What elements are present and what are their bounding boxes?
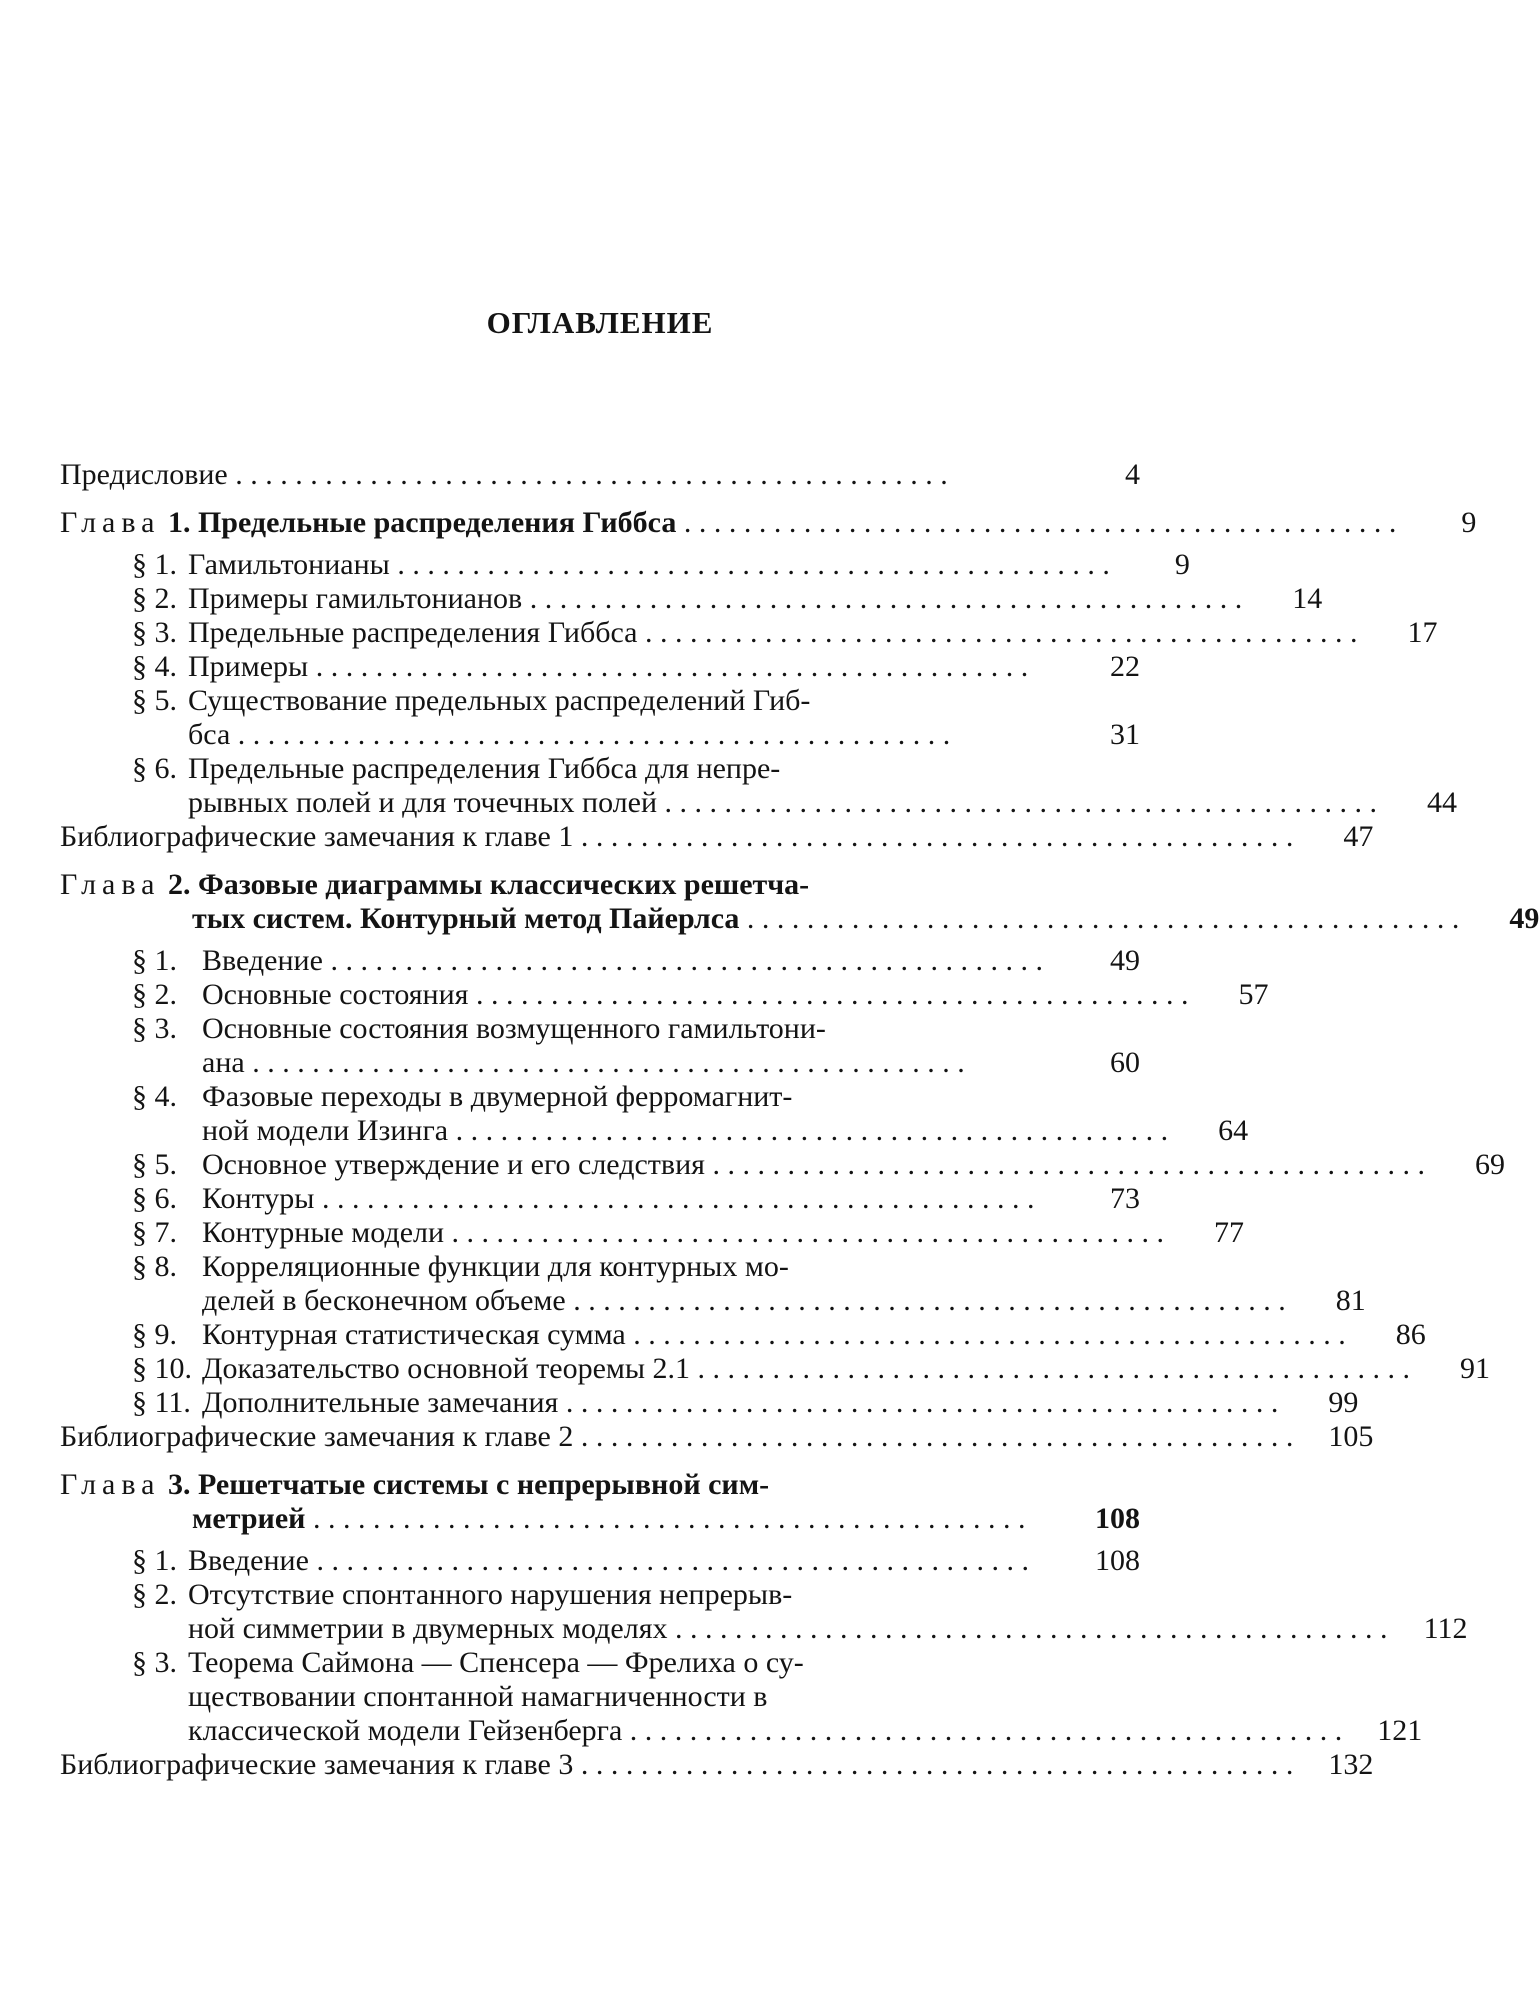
section-number: § 8.	[132, 1250, 177, 1283]
section-title: Основные состояния возмущенного гамильтони-	[202, 1012, 826, 1045]
leader-dots: . . . . . . . . . . . . . . . . . . . . . . . . . . . . . . . . . . . . . . . . . . . . . . . .	[667, 1612, 1388, 1645]
page-number: 49	[1110, 944, 1140, 977]
section-number: § 10.	[132, 1352, 192, 1385]
toc-section	[60, 752, 1458, 820]
page-number: 60	[1110, 1046, 1140, 1079]
section-number: § 2.	[132, 582, 177, 615]
toc-section	[60, 1012, 1140, 1080]
page-number: 112	[1423, 1612, 1468, 1645]
section-number: § 1.	[132, 548, 177, 581]
page-number: 14	[1292, 582, 1323, 615]
toc-line-text	[60, 684, 1060, 718]
toc-line-text	[60, 868, 1060, 902]
section-title: классической модели Гейзенберга	[188, 1714, 623, 1747]
section-number: § 4.	[132, 1080, 177, 1113]
space	[160, 868, 168, 901]
page-number: 44	[1427, 786, 1458, 819]
toc-section	[60, 1646, 1423, 1748]
section-number: § 4.	[132, 650, 177, 683]
toc-line-text	[60, 902, 1459, 936]
section-title: Существование предельных распределений Гиб-	[188, 684, 811, 717]
space	[160, 1468, 168, 1501]
section-title: Основные состояния	[202, 978, 469, 1011]
page-number: 4	[1125, 458, 1140, 491]
toc-line	[60, 1612, 1468, 1646]
page-number: 31	[1110, 718, 1140, 751]
section-number: § 9.	[132, 1318, 177, 1351]
toc-section	[60, 944, 1140, 978]
spacer	[60, 1454, 1140, 1468]
page-number: 121	[1377, 1714, 1423, 1747]
toc-line	[60, 944, 1140, 978]
toc-line	[60, 1386, 1359, 1420]
leader-dots: . . . . . . . . . . . . . . . . . . . . . . . . . . . . . . . . . . . . . . . . . . . . . . . .	[522, 582, 1243, 615]
toc-line-text	[60, 1386, 1278, 1420]
spacer	[60, 854, 1140, 868]
toc-line-text	[60, 978, 1188, 1012]
section-title: Предельные распределения Гиббса	[188, 616, 638, 649]
section-title: Теорема Саймона — Спенсера — Фрелиха о су-	[188, 1646, 804, 1679]
toc-line-text	[60, 1714, 1342, 1748]
page-number: 99	[1328, 1386, 1359, 1419]
toc-line	[60, 458, 1140, 492]
leader-dots: . . . . . . . . . . . . . . . . . . . . . . . . . . . . . . . . . . . . . . . . . . . . . . . .	[308, 650, 1029, 683]
toc-line	[60, 1284, 1366, 1318]
preface-label: Предисловие	[60, 458, 228, 491]
page-number: 91	[1460, 1352, 1491, 1385]
toc-section	[60, 582, 1323, 616]
toc-line	[60, 506, 1477, 540]
section-title: ществовании спонтанной намагниченности в	[188, 1680, 768, 1713]
spacer	[60, 1536, 1140, 1544]
toc-line-text	[60, 1352, 1410, 1386]
toc-notes	[60, 1420, 1374, 1454]
toc-line-text	[60, 1250, 1060, 1284]
leader-dots: . . . . . . . . . . . . . . . . . . . . . . . . . . . . . . . . . . . . . . . . . . . . . . . .	[690, 1352, 1411, 1385]
page-number: 105	[1328, 1420, 1374, 1453]
toc-notes	[60, 1748, 1374, 1782]
chapter-title-cont: метрией	[192, 1502, 306, 1535]
page-number: 17	[1407, 616, 1438, 649]
toc-line	[60, 902, 1539, 936]
toc-section	[60, 1182, 1140, 1216]
section-number: § 2.	[132, 1578, 177, 1611]
page-number: 22	[1110, 650, 1140, 683]
toc-line	[60, 1578, 1140, 1612]
toc-line	[60, 978, 1269, 1012]
section-title: Дополнительные замечания	[202, 1386, 559, 1419]
toc-notes	[60, 820, 1374, 854]
section-title: Примеры гамильтонианов	[188, 582, 523, 615]
toc-line	[60, 1468, 1140, 1502]
chapter-title: 2. Фазовые диаграммы классических решетча-	[167, 868, 810, 901]
toc-line	[60, 1250, 1140, 1284]
section-title: ана	[202, 1046, 245, 1079]
page-number: 47	[1343, 820, 1374, 853]
toc-line	[60, 1012, 1140, 1046]
section-title: Примеры	[188, 650, 309, 683]
toc-line-text	[60, 786, 1377, 820]
toc-line	[60, 718, 1140, 752]
leader-dots: . . . . . . . . . . . . . . . . . . . . . . . . . . . . . . . . . . . . . . . . . . . . . . . .	[657, 786, 1378, 819]
page-number: 9	[1174, 548, 1190, 581]
toc-line	[60, 1148, 1505, 1182]
toc-line	[60, 752, 1140, 786]
toc-line-text	[60, 506, 1396, 540]
leader-dots: . . . . . . . . . . . . . . . . . . . . . . . . . . . . . . . . . . . . . . . . . . . . . . . .	[308, 1544, 1029, 1577]
toc-entry-preface	[60, 458, 1140, 492]
leader-dots: . . . . . . . . . . . . . . . . . . . . . . . . . . . . . . . . . . . . . . . . . . . . . . . .	[622, 1714, 1343, 1747]
section-title: Контурные модели	[202, 1216, 445, 1249]
toc-line	[60, 1318, 1426, 1352]
spacer	[60, 936, 1140, 944]
section-title: Контуры	[202, 1182, 315, 1215]
leader-dots: . . . . . . . . . . . . . . . . . . . . . . . . . . . . . . . . . . . . . . . . . . . . . . . .	[468, 978, 1189, 1011]
toc-line-text	[60, 1216, 1164, 1250]
toc-line-text	[60, 1148, 1425, 1182]
chapter-title-cont: тых систем. Контурный метод Пайерлса	[192, 902, 740, 935]
toc-line-text	[60, 1284, 1286, 1318]
chapter-title: 1. Предельные распределения Гиббса	[167, 506, 677, 539]
notes-label: Библиографические замечания к главе 1	[60, 820, 574, 853]
toc-line	[60, 1748, 1374, 1782]
page-number: 132	[1328, 1748, 1374, 1781]
page-number: 77	[1214, 1216, 1245, 1249]
toc-line	[60, 1080, 1140, 1114]
toc-line	[60, 1502, 1140, 1536]
page-title: ОГЛАВЛЕНИЕ	[486, 305, 714, 340]
toc-chapter	[60, 1468, 1140, 1536]
page-number: 108	[1095, 1502, 1140, 1535]
leader-dots: . . . . . . . . . . . . . . . . . . . . . . . . . . . . . . . . . . . . . . . . . . . . . . . .	[322, 944, 1043, 977]
notes-label: Библиографические замечания к главе 2	[60, 1420, 574, 1453]
leader-dots: . . . . . . . . . . . . . . . . . . . . . . . . . . . . . . . . . . . . . . . . . . . . . . . .	[389, 548, 1110, 581]
page-number: 64	[1218, 1114, 1249, 1147]
toc-line-text	[60, 1080, 1060, 1114]
toc-line	[60, 1714, 1423, 1748]
toc-line	[60, 1114, 1249, 1148]
toc-section	[60, 1216, 1245, 1250]
spacer	[60, 492, 1140, 506]
leader-dots: . . . . . . . . . . . . . . . . . . . . . . . . . . . . . . . . . . . . . . . . . . . . . . . .	[573, 1420, 1294, 1453]
toc-line	[60, 1352, 1491, 1386]
toc-line	[60, 1182, 1140, 1216]
toc-line-text	[60, 548, 1110, 582]
toc-line-text	[60, 1114, 1168, 1148]
toc-line-text	[60, 616, 1358, 650]
toc-line-text	[60, 1544, 1060, 1578]
toc-line-text	[60, 1182, 1060, 1216]
section-number: § 1.	[132, 944, 177, 977]
section-title: Предельные распределения Гиббса для непре-	[188, 752, 781, 785]
section-title: Фазовые переходы в двумерной ферромагнит-	[202, 1080, 793, 1113]
page-number: 108	[1095, 1544, 1140, 1577]
section-number: § 5.	[132, 1148, 177, 1181]
section-title: Отсутствие спонтанного нарушения непрерыв-	[188, 1578, 793, 1611]
leader-dots: . . . . . . . . . . . . . . . . . . . . . . . . . . . . . . . . . . . . . . . . . . . . . . . .	[573, 1748, 1294, 1781]
section-number: § 3.	[132, 1012, 177, 1045]
spacer	[60, 540, 1140, 548]
leader-dots: . . . . . . . . . . . . . . . . . . . . . . . . . . . . . . . . . . . . . . . . . . . . . . . .	[305, 1502, 1026, 1535]
leader-dots: . . . . . . . . . . . . . . . . . . . . . . . . . . . . . . . . . . . . . . . . . . . . . . . .	[625, 1318, 1346, 1351]
toc-section	[60, 650, 1140, 684]
toc-line-text	[60, 1748, 1293, 1782]
page-number: 81	[1335, 1284, 1366, 1317]
section-title: рывных полей и для точечных полей	[188, 786, 658, 819]
leader-dots: . . . . . . . . . . . . . . . . . . . . . . . . . . . . . . . . . . . . . . . . . . . . . . . .	[244, 1046, 965, 1079]
notes-label: Библиографические замечания к главе 3	[60, 1748, 574, 1781]
leader-dots: . . . . . . . . . . . . . . . . . . . . . . . . . . . . . . . . . . . . . . . . . . . . . . . .	[448, 1114, 1169, 1147]
toc-line-text	[60, 752, 1060, 786]
toc-line-text	[60, 1468, 1060, 1502]
section-title: Гамильтонианы	[188, 548, 390, 581]
toc-line	[60, 684, 1140, 718]
toc-line	[60, 1646, 1140, 1680]
toc-line-text	[60, 1012, 1060, 1046]
section-title: Основное утверждение и его следствия	[202, 1148, 705, 1181]
toc-line	[60, 650, 1140, 684]
toc-section	[60, 1544, 1140, 1578]
toc-line	[60, 868, 1140, 902]
toc-line	[60, 786, 1458, 820]
chapter-prefix: Глава	[60, 506, 161, 539]
leader-dots: . . . . . . . . . . . . . . . . . . . . . . . . . . . . . . . . . . . . . . . . . . . . . . . .	[227, 458, 948, 491]
toc-section	[60, 978, 1269, 1012]
section-title: Контурная статистическая сумма	[202, 1318, 626, 1351]
toc-section	[60, 616, 1438, 650]
toc-line	[60, 1420, 1374, 1454]
section-title: Корреляционные функции для контурных мо-	[202, 1250, 789, 1283]
page-number: 57	[1238, 978, 1269, 1011]
leader-dots: . . . . . . . . . . . . . . . . . . . . . . . . . . . . . . . . . . . . . . . . . . . . . . . .	[565, 1284, 1286, 1317]
leader-dots: . . . . . . . . . . . . . . . . . . . . . . . . . . . . . . . . . . . . . . . . . . . . . . . .	[230, 718, 951, 751]
toc-line	[60, 1544, 1140, 1578]
space	[160, 506, 168, 539]
toc-section	[60, 1352, 1491, 1386]
toc-line	[60, 548, 1190, 582]
section-title: бса	[188, 718, 231, 751]
section-number: § 2.	[132, 978, 177, 1011]
section-title: ной модели Изинга	[202, 1114, 449, 1147]
toc-line-text	[60, 458, 1060, 492]
toc-line-text	[60, 1578, 1060, 1612]
chapter-title: 3. Решетчатые системы с непрерывной сим-	[167, 1468, 770, 1501]
toc-line-text	[60, 1046, 1060, 1080]
page-number: 73	[1110, 1182, 1140, 1215]
section-title: делей в бесконечном объеме	[202, 1284, 566, 1317]
toc-section	[60, 1148, 1505, 1182]
toc-section	[60, 1386, 1359, 1420]
toc-line	[60, 820, 1374, 854]
section-title: ной симметрии в двумерных моделях	[188, 1612, 668, 1645]
toc-line-text	[60, 650, 1060, 684]
toc-section	[60, 1080, 1249, 1148]
section-number: § 5.	[132, 684, 177, 717]
toc-section	[60, 1250, 1366, 1318]
section-number: § 11.	[132, 1386, 191, 1419]
leader-dots: . . . . . . . . . . . . . . . . . . . . . . . . . . . . . . . . . . . . . . . . . . . . . . . .	[573, 820, 1294, 853]
section-title: Введение	[202, 944, 323, 977]
toc-line-text	[60, 1502, 1060, 1536]
toc-line-text	[60, 1646, 1060, 1680]
toc-chapter	[60, 868, 1539, 936]
page-number: 86	[1395, 1318, 1426, 1351]
section-number: § 6.	[132, 752, 177, 785]
toc-line-text	[60, 718, 1060, 752]
toc-section	[60, 548, 1190, 582]
leader-dots: . . . . . . . . . . . . . . . . . . . . . . . . . . . . . . . . . . . . . . . . . . . . . . . .	[739, 902, 1460, 935]
section-number: § 1.	[132, 1544, 177, 1577]
chapter-prefix: Глава	[60, 868, 161, 901]
section-title: Введение	[188, 1544, 309, 1577]
toc-section	[60, 684, 1140, 752]
leader-dots: . . . . . . . . . . . . . . . . . . . . . . . . . . . . . . . . . . . . . . . . . . . . . . . .	[558, 1386, 1279, 1419]
toc-line-text	[60, 1680, 1060, 1714]
toc-line-text	[60, 1612, 1388, 1646]
toc-line	[60, 582, 1323, 616]
toc-chapter	[60, 506, 1477, 540]
page-number: 49	[1509, 902, 1539, 935]
section-number: § 7.	[132, 1216, 177, 1249]
toc-line	[60, 1216, 1245, 1250]
section-number: § 3.	[132, 1646, 177, 1679]
page-number: 69	[1474, 1148, 1505, 1181]
section-number: § 3.	[132, 616, 177, 649]
leader-dots: . . . . . . . . . . . . . . . . . . . . . . . . . . . . . . . . . . . . . . . . . . . . . . . .	[676, 506, 1397, 539]
toc-line	[60, 1680, 1140, 1714]
toc-section	[60, 1578, 1468, 1646]
toc-line-text	[60, 1318, 1346, 1352]
leader-dots: . . . . . . . . . . . . . . . . . . . . . . . . . . . . . . . . . . . . . . . . . . . . . . . .	[314, 1182, 1035, 1215]
leader-dots: . . . . . . . . . . . . . . . . . . . . . . . . . . . . . . . . . . . . . . . . . . . . . . . .	[444, 1216, 1165, 1249]
toc-line-text	[60, 582, 1242, 616]
toc-line-text	[60, 820, 1293, 854]
page-number: 9	[1461, 506, 1477, 539]
toc-line	[60, 1046, 1140, 1080]
toc-line	[60, 616, 1438, 650]
toc-line-text	[60, 944, 1060, 978]
table-of-contents	[60, 458, 1539, 1782]
section-title: Доказательство основной теоремы 2.1	[202, 1352, 691, 1385]
toc-section	[60, 1318, 1426, 1352]
leader-dots: . . . . . . . . . . . . . . . . . . . . . . . . . . . . . . . . . . . . . . . . . . . . . . . .	[637, 616, 1358, 649]
leader-dots: . . . . . . . . . . . . . . . . . . . . . . . . . . . . . . . . . . . . . . . . . . . . . . . .	[704, 1148, 1425, 1181]
chapter-prefix: Глава	[60, 1468, 161, 1501]
section-number: § 6.	[132, 1182, 177, 1215]
toc-line-text	[60, 1420, 1293, 1454]
